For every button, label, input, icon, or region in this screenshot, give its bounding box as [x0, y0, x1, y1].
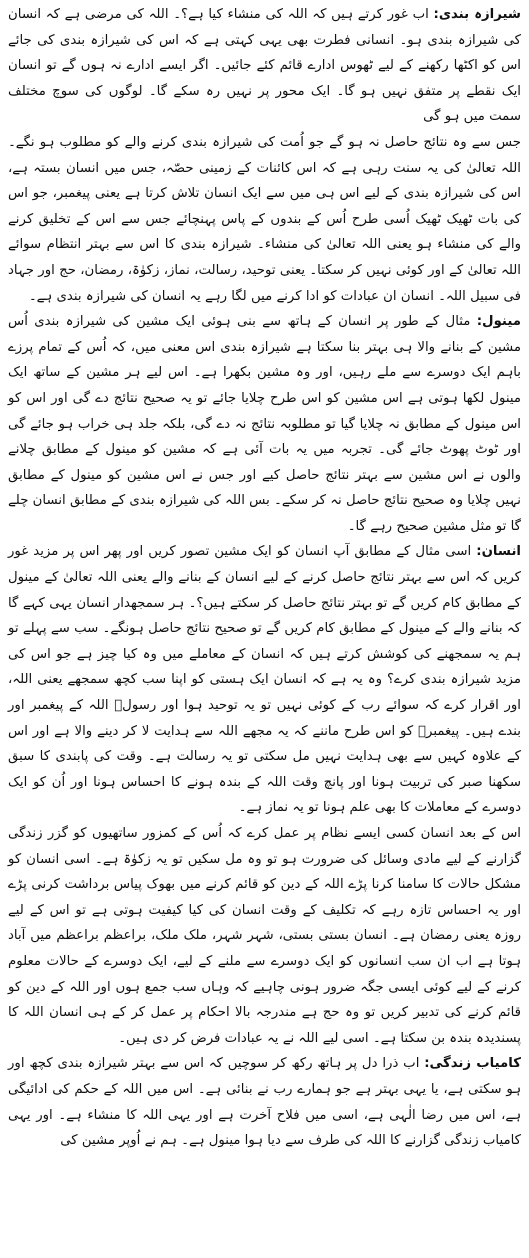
paragraph-text: اب ذرا دل پر ہاتھ رکھ کر سوچیں کہ اس سے بہتر شیرازہ بندی کچھ اور ہو سکتی ہے، یا یہی بہتر ہے جو ہمارے رب نے بنائی ہے۔ اس میں اللہ کے حکم کی ادائیگی ہے، اس میں رضا الٰہی ہے، اسی میں فلاح آخرت ہے اور یہی اللہ کا منشاء ہے۔ اور یہی کامیاب زندگی گزارنے کا اللہ کی طرف سے دیا ہوا مینول ہے۔ ہم نے اُوپر مشین کی	[8, 1056, 521, 1149]
paragraph-insaan	[8, 539, 521, 821]
paragraph-heading: مینول:	[476, 314, 521, 330]
paragraph-text: جس سے وہ نتائج حاصل نہ ہو گے جو اُمت کی شیرازہ بندی کرنے والے کو مطلوب ہو نگے۔ اللہ تعالیٰ کی یہ سنت رہی ہے کہ اس کائنات کے زمینی حصّہ، جس میں انسان بستہ ہے، اس کی شیرازہ بندی کے لیے اس ہی میں سے ایک انسان تلاش کرتا ہے یعنی پیغمبر، جو اس کی بات ٹھیک ٹھیک اُسی طرح اُس کے بندوں کے پاس پہنچائے جس سے اس کے تخلیق کرنے والے کی منشاء ہو یعنی اللہ تعالیٰ کی منشاء۔ شیرازہ بندی کا اس سے بہتر انتظام سوائے اللہ تعالیٰ کے اور کوئی نہیں کر سکتا۔ یعنی توحید، رسالت، نماز، زکوٰۃ، رمضان، حج اور جہاد فی سبیل اللہ۔ انسان ان عبادات کو ادا کرنے میں لگا رہے یہ انسان کی شیرازہ بندی ہے۔	[8, 134, 521, 304]
paragraph-manual	[8, 309, 521, 539]
paragraph-kamyab-zindagi	[8, 1051, 521, 1153]
paragraph-text: اب غور کرتے ہیں کہ اللہ کی منشاء کیا ہے؟۔ اللہ کی مرضی ہے کہ انسان کی شیرازہ بندی ہو۔ انسانی فطرت بھی یہی کہتی ہے کہ اس کی شیرازہ بندی کی جائے اس کو اکٹھا رکھنے کے لیے ٹھوس ادارے قائم کئے جائیں۔ اگر ایسے ادارے نہ ہوں گے تو انسان ایک نقطے پر متفق نہیں ہو گا۔ ایک محور پر نہیں رہ سکے گا۔ لوگوں کی سوچ مختلف سمت میں ہو گی	[8, 7, 521, 125]
paragraph-text: اس کے بعد انسان کسی ایسے نظام پر عمل کرے کہ اُس کے کمزور ساتھیوں کو گزر زندگی گزارنے کے لیے مادی وسائل کی ضرورت ہو تو وہ مل سکیں تو یہ زکوٰۃ ہے۔ اسی انسان کو مشکل حالات کا سامنا کرنا پڑے اللہ کے دین کو قائم کرنے میں بھوک پیاس برداشت کرنی پڑے اور یہ احساس تازہ رہے کہ تکلیف کے وقت انسان کی کیا کیفیت ہوتی ہے تو اس کے لیے روزہ یعنی رمضان ہے۔ انسان بستی بستی، شہر شہر، ملک ملک، براعظم براعظم میں آباد ہوتا ہے اب ان سب انسانوں کو ایک دوسرے سے ملنے کے لیے، ایک دوسرے کے حالات معلوم کرنے کے لیے کوئی ایسی جگہ ضرور ہونی چاہیے کہ وہاں سب جمع ہوں اور اللہ کے دین کو قائم کرنے کی تدبیر کریں تو وہ حج ہے مندرجہ بالا احکام پر عمل کر کے ہی انسان اللہ کا پسندیدہ بندہ بن سکتا ہے۔ اسی لیے اللہ نے یہ عبادات فرض کر دی ہیں۔	[8, 826, 521, 1046]
paragraph-heading: انسان:	[476, 544, 521, 560]
paragraph-shirazabandi	[8, 2, 521, 130]
paragraph-heading: شیرازہ بندی:	[433, 7, 521, 22]
paragraph-heading: کامیاب زندگی:	[424, 1056, 522, 1072]
paragraph-text: مثال کے طور پر انسان کے ہاتھ سے بنی ہوئی ایک مشین کی شیرازہ بندی اُس مشین کے بنانے والا ہی بہتر بنا سکتا ہے شیرازہ بندی اس معنی میں، کہ اُس کے تمام پرزے باہم ایک دوسرے سے ملے رہیں، اور وہ مشین بکھرا ہے۔ اس لیے ہر مشین کے ساتھ ایک مینول لکھا ہوتی ہے اس مشین کو اس طرح چلایا جائے تو یہ صحیح نتائج دے گی اور اس کو اس مینول کے مطابق نہ چلایا گیا تو مطلوبہ نتائج نہ دے گی، بلکہ جلد ہی خراب ہو جائے گی اور ٹوٹ پھوٹ جائے گی۔ تجربہ میں یہ بات آئی ہے کہ مشین کو مینول کے مطابق چلانے والوں نے اس مشین سے بہتر نتائج حاصل کیے اور جس نے اس مشین کو مینول کے مطابق نہیں چلایا وہ صحیح نتائج حاصل نہ کر سکے۔ بس اللہ کی شیرازہ بندی کے مطابق انسان چلے گا تو مثل مشین صحیح رہے گا۔	[8, 314, 521, 534]
paragraph-sunnat	[8, 130, 521, 309]
paragraph-zakat-hajj	[8, 821, 521, 1051]
paragraph-text: اسی مثال کے مطابق آپ انسان کو ایک مشین تصور کریں اور پھر اس پر مزید غور کریں کہ اس سے بہتر نتائج حاصل کرنے کے لیے انسان کے بنانے والے یعنی اللہ تعالیٰ کے مینول کے مطابق کام کریں گے تو بہتر نتائج حاصل کر سکتے ہیں؟۔ ہر سمجھدار انسان یہی کہے گا کہ بنانے والے کے مینول کے مطابق کام کریں گے تو صحیح نتائج حاصل ہونگے۔ سب سے پہلے تو ہم یہ سمجھنے کی کوشش کرتے ہیں کہ انسان کے معاملے میں وہ کیا چیز ہے جو اس کی مزید شیرازہ بندی کرے؟ وہ یہ ہے کہ انسان ایک ہستی کو اپنا سب کچھ سمجھے یعنی اللہ، اور اقرار کرے کہ سوائے رب کے کوئی نہیں تو یہ توحید ہوا اور رسولؐ اللہ کے پیغمبر اور بندے ہیں۔ پیغمبرؐ کو اس طرح ماننے کہ یہ مجھے اللہ سے ہدایت لا کر دینے والا ہے اور اس کے علاوہ کہیں سے بھی ہدایت نہیں مل سکتی تو یہ رسالت ہے۔ وقت کی پابندی کا سبق سکھنا صبر کی تربیت ہونا اور پانچ وقت اللہ کے بندہ ہونے کا احساس ہونا اور اُن کو ایک دوسرے کے معاملات کا بھی علم ہونا تو یہ نماز ہے۔	[8, 544, 521, 816]
